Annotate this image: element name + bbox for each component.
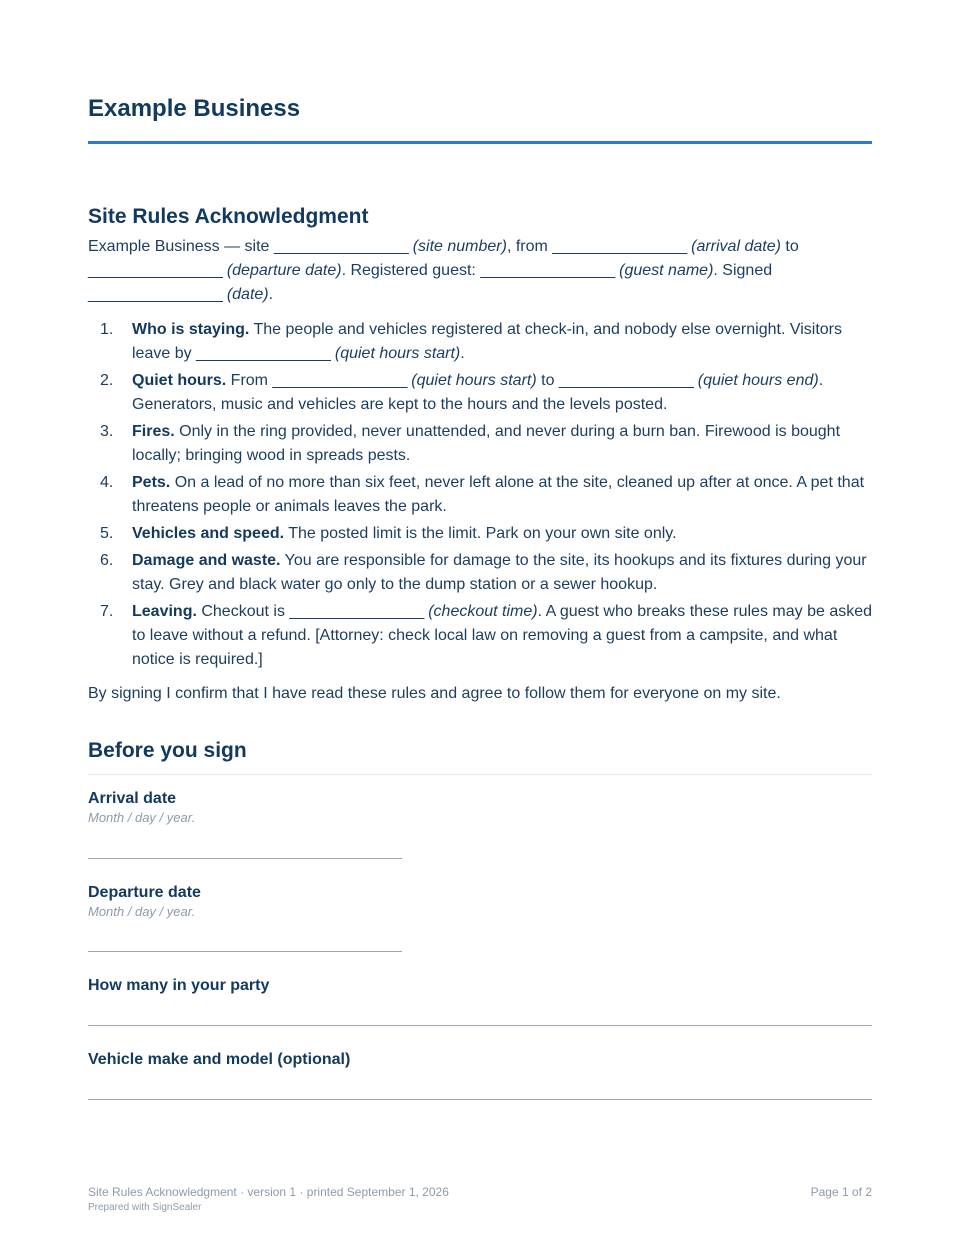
field-label: Departure date: [88, 884, 201, 901]
rule-item: [88, 318, 872, 366]
rule-text: to: [536, 372, 559, 389]
intro-text: . Signed: [713, 262, 773, 279]
confirmation-statement: By signing I confirm that I have read these rules and agree to follow them for everyone on my site.: [88, 685, 781, 702]
intro-text: to: [780, 238, 799, 255]
business-name: Example Business: [88, 95, 301, 122]
rule-heading: Leaving.: [132, 603, 197, 620]
rule-number: 7.: [100, 603, 114, 620]
rule-item: [88, 369, 872, 417]
rule-number: 6.: [100, 552, 114, 569]
rule-number: 1.: [100, 321, 114, 338]
arrival-date-field: [88, 789, 195, 827]
field-label: Vehicle make and model (optional): [88, 1051, 351, 1068]
rule-heading: Who is staying.: [132, 321, 250, 338]
rule-text: The people and vehicles registered at check-in, and nobody else overnight. Visitors leave by: [132, 321, 842, 362]
rule-heading: Damage and waste.: [132, 552, 281, 569]
intro-text: Example Business — site: [88, 238, 274, 255]
guest-name-blank[interactable]: ________________: [480, 262, 615, 279]
guest-name-placeholder: (guest name): [619, 262, 714, 279]
rule-item: [88, 549, 872, 597]
quiet-hours-end-blank[interactable]: ________________: [558, 372, 694, 389]
signed-date-blank[interactable]: ________________: [88, 286, 223, 303]
rule-text: You are responsible for damage to the site, its hookups and its fixtures during your stay. Grey and black water go only to the dump station or a sewer hookup.: [132, 552, 867, 593]
rule-item: [88, 600, 872, 672]
arrival-date-placeholder: (arrival date): [691, 238, 781, 255]
rule-number: 5.: [100, 525, 114, 542]
vehicle-field: [88, 1050, 350, 1070]
intro-text: .: [268, 286, 274, 303]
quiet-hours-end-placeholder: (quiet hours end): [697, 372, 819, 389]
rule-number: 4.: [100, 474, 114, 491]
footer-document-info: Site Rules Acknowledgment · version 1 · printed September 1, 2026: [88, 1185, 449, 1199]
departure-date-placeholder: (departure date): [226, 262, 342, 279]
section-title: Before you sign: [88, 739, 247, 762]
site-number-placeholder: (site number): [412, 238, 507, 255]
rule-text: Checkout is: [196, 603, 290, 620]
intro-text: . Registered guest:: [341, 262, 481, 279]
rule-text: .: [460, 345, 465, 362]
rule-number: 3.: [100, 423, 114, 440]
quiet-hours-start-placeholder: (quiet hours start): [334, 345, 461, 362]
footer-page-number: Page 1 of 2: [810, 1185, 872, 1199]
checkout-time-placeholder: (checkout time): [428, 603, 538, 620]
quiet-hours-start-blank[interactable]: ________________: [196, 345, 331, 362]
rule-text: From: [226, 372, 273, 389]
rule-heading: Quiet hours.: [132, 372, 227, 389]
rule-heading: Pets.: [132, 474, 171, 491]
intro-paragraph: [88, 235, 872, 307]
departure-date-field: [88, 883, 201, 921]
rule-item: [88, 420, 872, 468]
departure-date-blank[interactable]: ________________: [88, 262, 223, 279]
field-hint: Month / day / year.: [88, 810, 196, 825]
rule-heading: Vehicles and speed.: [132, 525, 285, 542]
footer-prepared-by: Prepared with SignSealer: [88, 1202, 202, 1213]
rule-text: . Generators, music and vehicles are kept to the hours and the levels posted.: [132, 372, 824, 413]
field-hint: Month / day / year.: [88, 904, 196, 919]
rules-list: [88, 318, 872, 675]
rule-item: [88, 522, 872, 546]
quiet-hours-start-placeholder: (quiet hours start): [411, 372, 537, 389]
quiet-hours-start-blank[interactable]: ________________: [272, 372, 407, 389]
rule-heading: Fires.: [132, 423, 175, 440]
vehicle-input[interactable]: [88, 1099, 872, 1100]
site-number-blank[interactable]: ________________: [273, 238, 409, 255]
arrival-date-blank[interactable]: ________________: [552, 238, 687, 255]
section-divider: [88, 774, 872, 775]
intro-text: , from: [506, 238, 553, 255]
party-size-input[interactable]: [88, 1025, 872, 1026]
party-size-field: [88, 976, 269, 996]
rule-text: The posted limit is the limit. Park on your own site only.: [284, 525, 677, 542]
departure-date-input[interactable]: [88, 951, 402, 952]
field-label: How many in your party: [88, 977, 270, 994]
field-label: Arrival date: [88, 790, 177, 807]
rule-item: [88, 471, 872, 519]
document-title: Site Rules Acknowledgment: [88, 205, 369, 228]
rule-text: . A guest who breaks these rules may be asked to leave without a refund. [Attorney: check local law on removing a guest from a campsite, and what notice is required.]: [132, 603, 873, 668]
checkout-time-blank[interactable]: ________________: [289, 603, 424, 620]
arrival-date-input[interactable]: [88, 858, 402, 859]
signed-date-placeholder: (date): [226, 286, 269, 303]
header-divider: [88, 141, 872, 144]
rule-text: On a lead of no more than six feet, never left alone at the site, cleaned up after at once. A pet that threatens people or animals leaves the park.: [132, 474, 865, 515]
rule-text: Only in the ring provided, never unattended, and never during a burn ban. Firewood is bought locally; bringing wood in spreads pests.: [132, 423, 841, 464]
rule-number: 2.: [100, 372, 114, 389]
